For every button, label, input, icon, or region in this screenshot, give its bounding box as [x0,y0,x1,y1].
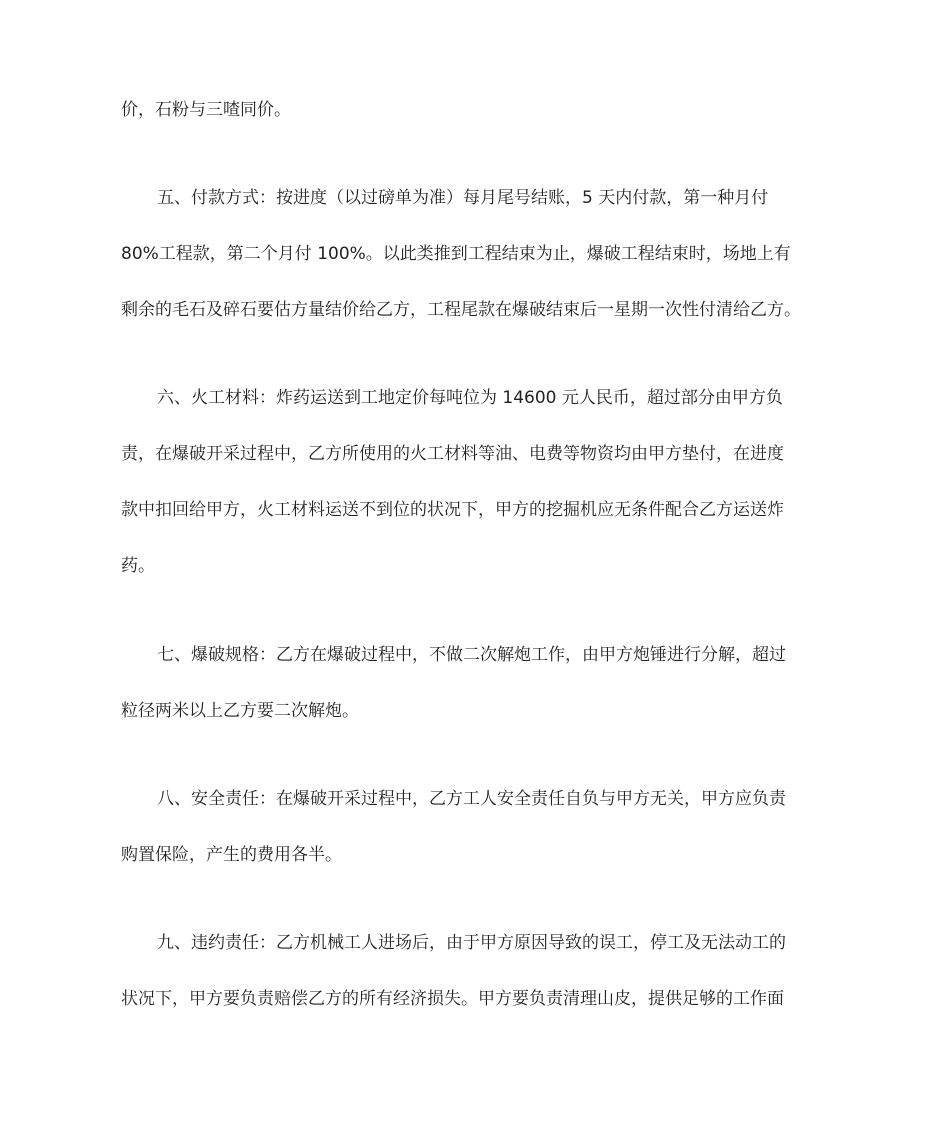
text-line-clause-6: 款中扣回给甲方，火工材料运送不到位的状况下，甲方的挖掘机应无条件配合乙方运送炸 [121,500,784,520]
text-line-clause-7-start: 七、爆破规格：乙方在爆破过程中，不做二次解炮工作，由甲方炮锤进行分解，超过 [157,645,786,665]
text-line-clause-6: 责，在爆破开采过程中，乙方所使用的火工材料等油、电费等物资均由甲方垫付，在进度 [121,444,784,464]
text-line-clause-9-start: 九、违约责任：乙方机械工人进场后，由于甲方原因导致的误工，停工及无法动工的 [157,933,786,953]
text-line-clause-7-end: 粒径两米以上乙方要二次解炮。 [121,701,359,721]
text-line-clause-9: 状况下，甲方要负责赔偿乙方的所有经济损失。甲方要负责清理山皮，提供足够的工作面 [121,989,784,1009]
text-line-clause-8-end: 购置保险，产生的费用各半。 [121,845,342,865]
text-line-clause-6-start: 六、火工材料：炸药运送到工地定价每吨位为 14600 元人民币，超过部分由甲方负 [157,388,783,408]
text-line-clause-5: 80%工程款，第二个月付 100%。以此类推到工程结束为止，爆破工程结束时，场地上有 [121,244,791,264]
text-line-clause-8-start: 八、安全责任：在爆破开采过程中，乙方工人安全责任自负与甲方无关，甲方应负责 [157,789,786,809]
text-line-clause-5-start: 五、付款方式：按进度（以过磅单为准）每月尾号结账，5 天内付款，第一种月付 [157,188,769,208]
text-line-clause-4-end: 价，石粉与三喳同价。 [121,100,291,120]
text-line-clause-6-end: 药。 [121,556,155,576]
text-line-clause-5-end: 剩余的毛石及碎石要估方量结价给乙方，工程尾款在爆破结束后一星期一次性付清给乙方。 [121,300,801,320]
